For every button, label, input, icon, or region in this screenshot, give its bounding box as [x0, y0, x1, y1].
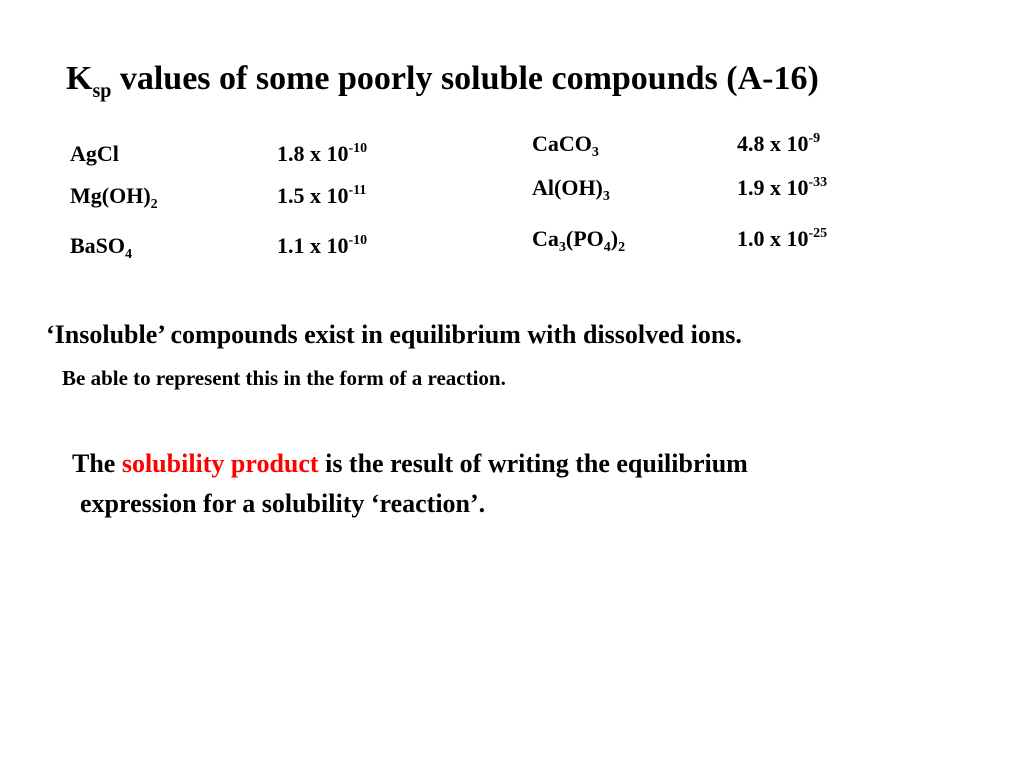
ksp-value: 4.8 x $10^{-9}$	[737, 131, 821, 156]
title-text: values of some poorly soluble compounds (A-16)	[111, 60, 819, 97]
insoluble-statement: ‘Insoluble’ compounds exist in equilibrium with dissolved ions.	[46, 320, 742, 349]
slide-title	[66, 60, 819, 102]
ksp-value: 1.9 x $10^{-33}$	[737, 175, 828, 200]
title-k: K	[66, 60, 93, 97]
compound-name: $Mg(OH)_2$	[70, 183, 158, 212]
compound-name: CaCO$_3$	[532, 131, 599, 160]
ksp-value: 1.0 x $10^{-25}$	[737, 226, 828, 251]
ksp-value: 1.8 x $10^{-10}$	[277, 141, 368, 166]
compound-name: AgCl	[70, 141, 119, 166]
compound-name: $Al(OH)_3$	[532, 175, 610, 204]
definition-line-2: expression for a solubility ‘reaction’.	[80, 489, 486, 518]
definition-line-1: The solubility product is the result of writing the equilibrium	[72, 449, 748, 478]
ksp-value: 1.1 x $10^{-10}$	[277, 233, 368, 258]
compound-name: BaSO$_4$	[70, 233, 133, 262]
solubility-product-term: solubility product	[121, 449, 319, 478]
title-subscript: sp	[92, 80, 112, 102]
ksp-value: 1.5 x $10^{-11}$	[277, 183, 367, 208]
reaction-note: Be able to represent this in the form of a reaction.	[62, 366, 506, 390]
compound-name: $Ca_3(PO_4)_2$	[532, 226, 626, 255]
